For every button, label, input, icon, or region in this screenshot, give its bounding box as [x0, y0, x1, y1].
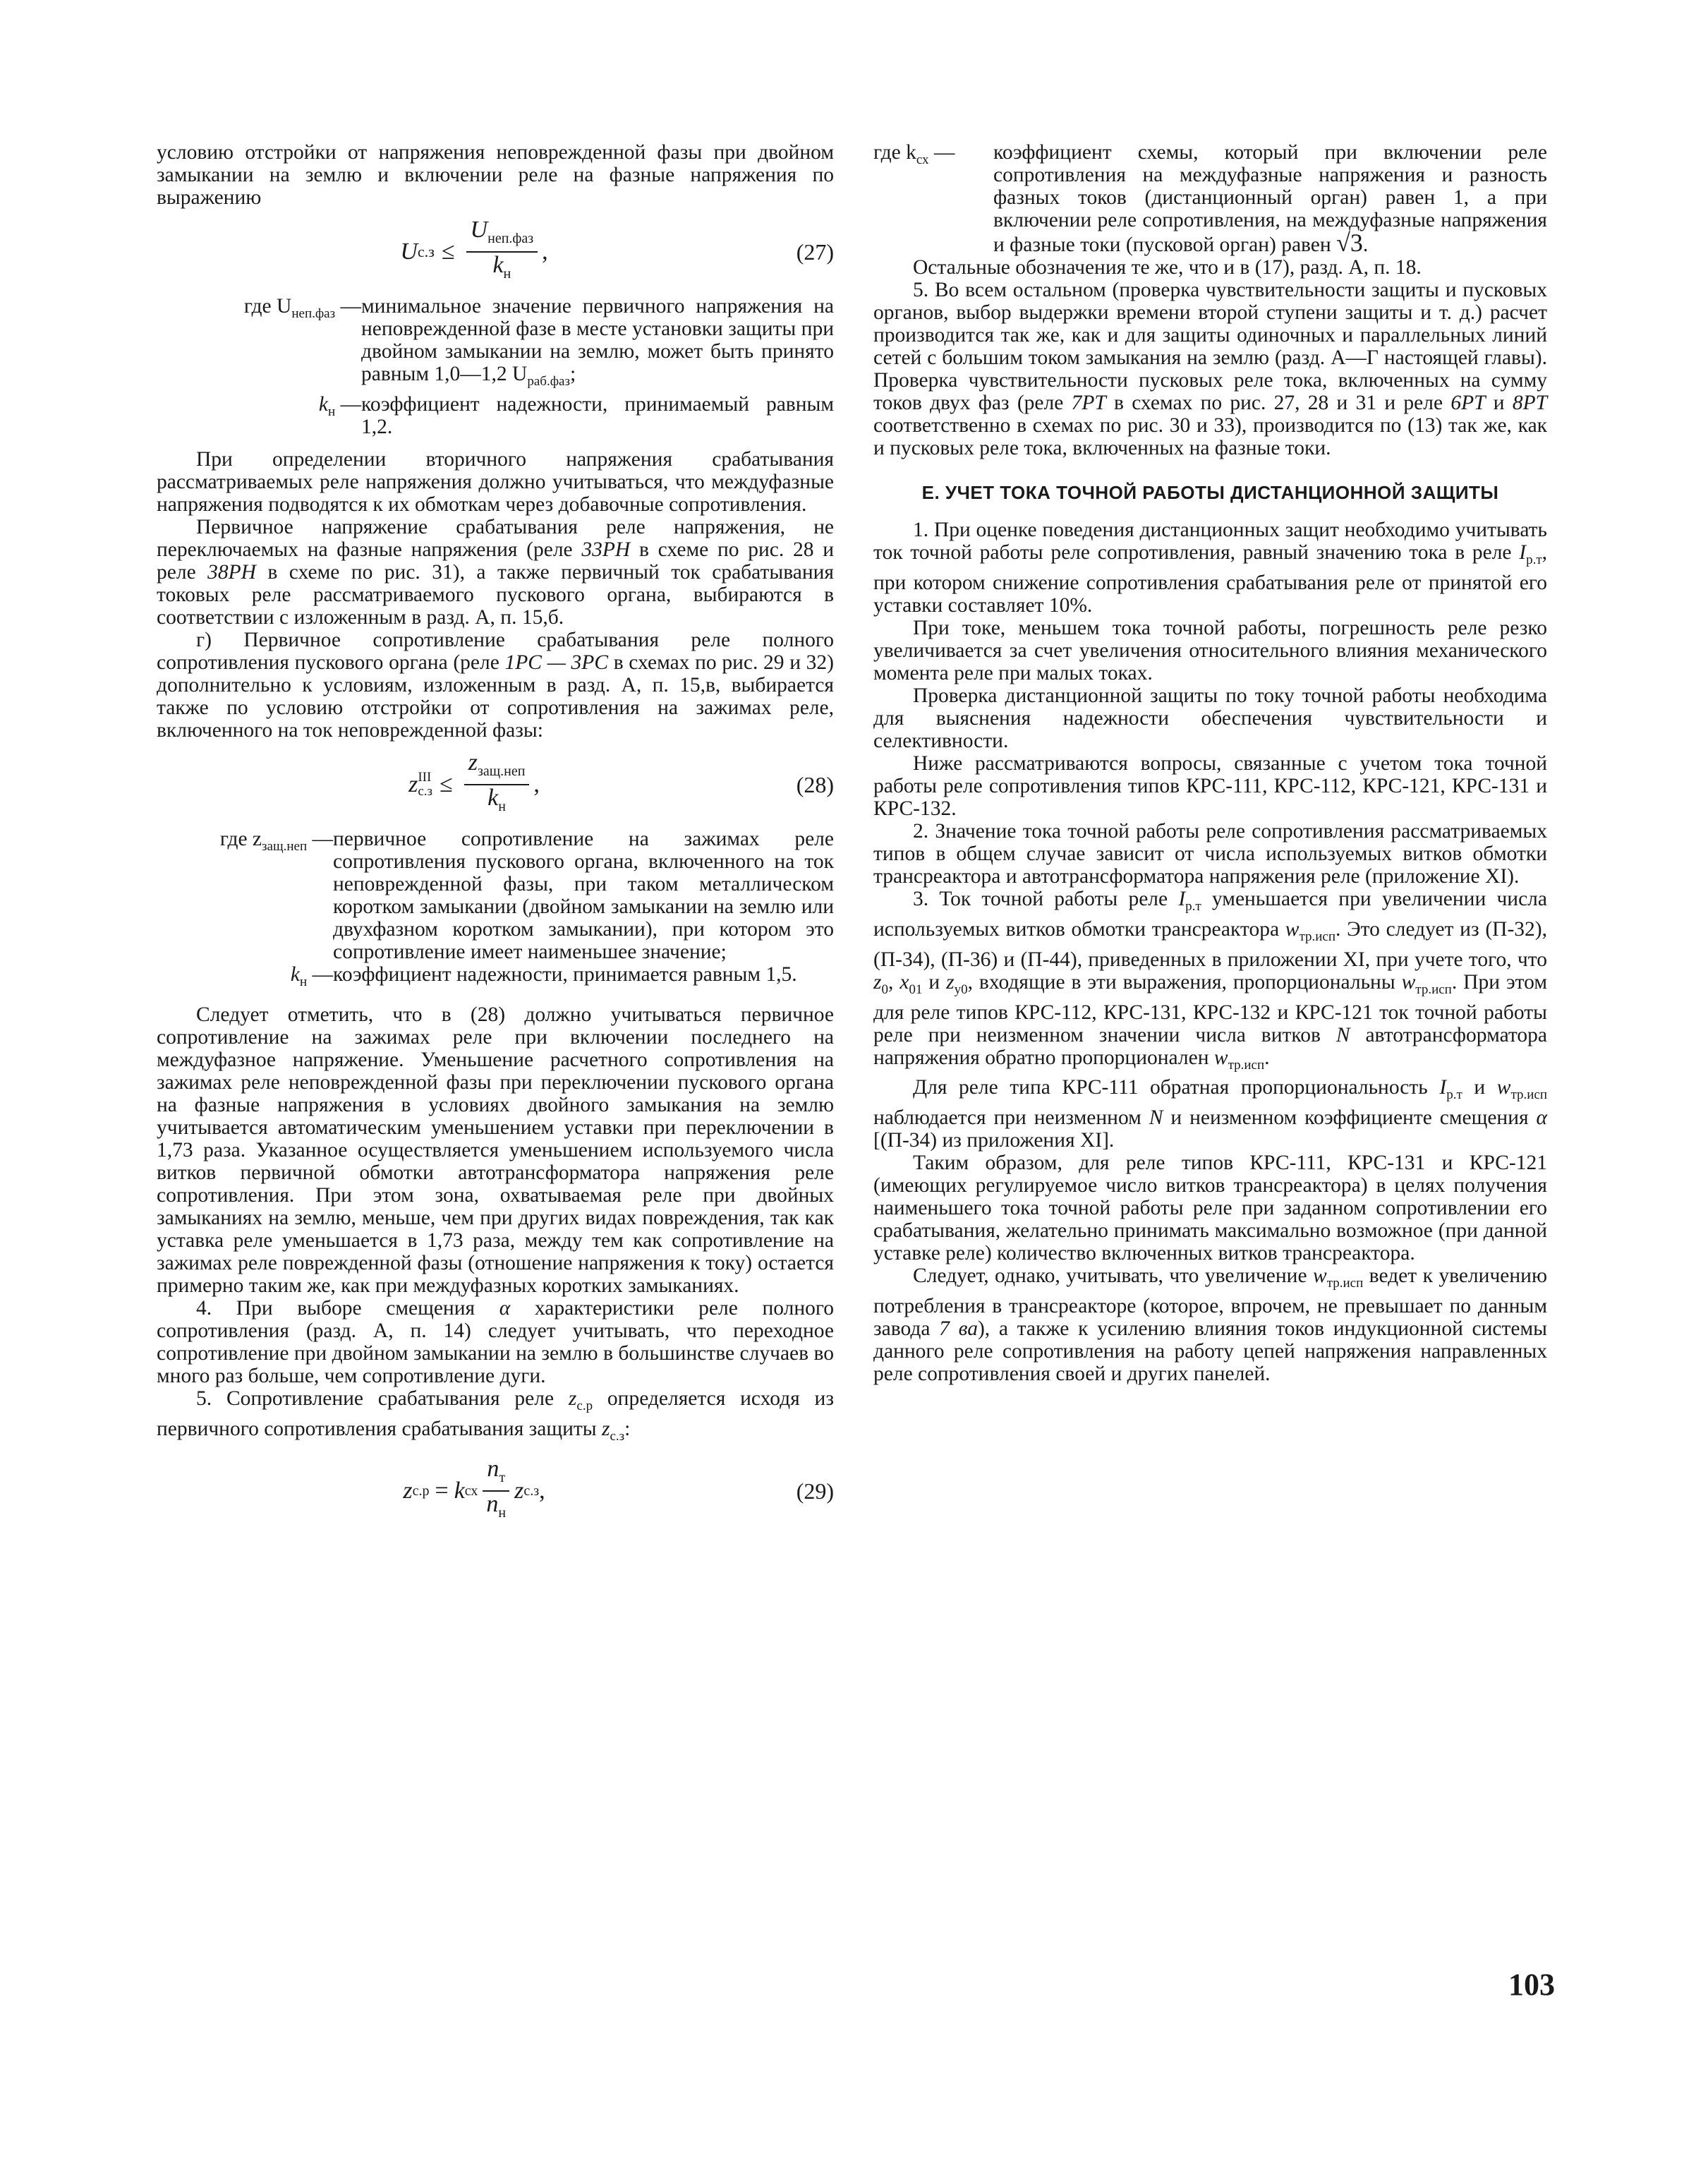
right-column: [873, 141, 1547, 1385]
paragraph: Остальные обозначения те же, что и в (17), разд. А, п. 18.: [913, 256, 1422, 279]
paragraph: условию отстройки от напряжения неповрежденной фазы при двойном замыкании на землю и включении реле на фазные напряжения по выражению: [157, 141, 834, 209]
equation-28: z III с.з ≤ $\frac{z_{защ.неп}}{k_н}$ , (28): [408, 749, 834, 814]
paragraph: При токе, меньшем тока точной работы, погрешность реле резко увеличивается за счет увеличения относительного влияния механического момента реле при малых токах.: [873, 616, 1547, 684]
paragraph: 5. Сопротивление срабатывания реле $z_{с.р}$ определяется исходя из первичного сопротивления срабатывания защиты $z_{с.з}$:: [157, 1387, 834, 1444]
paragraph: При определении вторичного напряжения срабатывания рассматриваемых реле напряжения должно учитываться, что междуфазные напряжения подводятся к их обмоткам через добавочные сопротивления.: [157, 447, 834, 516]
paragraph: 1. При оценке поведения дистанционных защит необходимо учитывать ток точной работы реле сопротивления, равный значению тока в реле $I_{р.т}$, при котором снижение сопротивления срабатывания реле от принятой его уставки составляет 10%.: [873, 519, 1547, 617]
equation-number: (28): [796, 771, 834, 797]
paragraph: Следует отметить, что в (28) должно учитываться первичное сопротивление на зажимах реле при включении последнего на междуфазное напряжение. Уменьшение расчетного сопротивления на зажимах реле неповрежденной фазы при переключении пускового органа на фазные напряжения в условиях двойного замыкания на землю учитывается автоматическим уменьшением уставки при переключении в 1,73 раза. Указанное осуществляется уменьшением используемого числа витков первичной обмотки автотрансформатора напряжения реле сопротивления. При этом зона, охватываемая реле при двойных замыканиях на землю, меньше, чем при других видах повреждения, так как уставка реле уменьшается в 1,73 раза, между тем как сопротивление на зажимах реле поврежденной фазы (отношение напряжения к току) остается примерно таким же, как при междуфазных коротких замыканиях.: [157, 1003, 834, 1297]
definition-item: $k_н$ — коэффициент надежности, принимается равным 1,5.: [290, 962, 797, 989]
section-heading: Е. УЧЕТ ТОКА ТОЧНОЙ РАБОТЫ ДИСТАНЦИОННОЙ ЗАЩИТЫ: [921, 482, 1499, 503]
paragraph: г) Первичное сопротивление срабатывания реле полного сопротивления пускового органа (реле 1РС — 3РС в схемах по рис. 29 и 32) дополнительно к условиям, изложенным в разд. А, п. 15,в, выбирается также по условию отстройки от сопротивления на зажимах реле, включенного на ток неповрежденной фазы:: [157, 628, 835, 742]
left-column: [157, 141, 834, 1534]
paragraph: 5. Во всем остальном (проверка чувствительности защиты и пусковых органов, выбор выдержки времени второй ступени защиты и т. д.) расчет производится так же, как и для защиты одиночных и параллельных линий сетей с большим током замыкания на землю (разд. А—Г настоящей главы). Проверка чувствительности пусковых реле тока, включенных на сумму токов двух фаз (реле 7РТ в схемах по рис. 27, 28 и 31 и реле 6РТ и 8РТ соответственно в схемах по рис. 30 и 33), производится по (13) так же, как и пусковых реле тока, включенных на фазные токи.: [873, 279, 1547, 459]
definitions-27: [157, 295, 834, 438]
paragraph: Таким образом, для реле типов КРС-111, КРС-131 и КРС-121 (имеющих регулируемое число витков трансреактора) в целях получения наименьшего тока точной работы реле при заданном сопротивлении его срабатывания, желательно принимать максимально возможное (при данной уставке реле) количество включенных витков трансреактора.: [873, 1152, 1547, 1265]
definition-item: где $k_{сх}$ — коэффициент схемы, который при включении реле сопротивления на междуфазные напряжения и разность фазных токов (дистанционный орган) равен 1, а при включении реле сопротивления, на междуфазные напряжения и фазные токи (пусковой орган) равен √3.: [873, 141, 1547, 257]
equation-29: z с.р = k сх $\frac{n_т}{n_н}$ z с.з , (29): [403, 1455, 834, 1521]
equation-27: U с.з ≤ $\frac{U_{неп.фаз}}{k_н}$ , (27): [400, 217, 834, 282]
paragraph: Следует, однако, учитывать, что увеличение $w_{тр.исп}$ ведет к увеличению потребления в трансреакторе (которое, впрочем, не превышает по данным завода 7 ва), а также к усилению влияния токов индукционной системы данного реле сопротивления на работу цепей напряжения направленных реле сопротивления своей и других панелей.: [873, 1264, 1547, 1386]
paragraph: Для реле типа КРС-111 обратная пропорциональность $I_{р.т}$ и $w_{тр.исп}$ наблюдается при неизменном N и неизменном коэффициенте смещения α [(П-34) из приложения XI].: [873, 1076, 1548, 1152]
definition-item: $k_н$ — коэффициент надежности, принимаемый равным 1,2.: [318, 392, 834, 438]
paragraph: 4. При выборе смещения α характеристики реле полного сопротивления (разд. А, п. 14) следует учитывать, что переходное сопротивление при двойном замыкании на землю в большинстве случаев во много раз больше, чем сопротивление дуги.: [157, 1296, 834, 1387]
definition-item: где $U_{неп.фаз}$ — минимальное значение первичного напряжения на неповрежденной фазе в месте установки защиты при двойном замыкании на землю, может быть принято равным 1,0—1,2 $U_{раб.фаз}$;: [243, 295, 834, 389]
paragraph: 3. Ток точной работы реле $I_{р.т}$ уменьшается при увеличении числа используемых витков обмотки трансреактора $w_{тр.исп}$. Это следует из (П-32), (П-34), (П-36) и (П-44), приведенных в приложении XI, при учете того, что $z_0$, $x_{01}$ и $z_{у0}$, входящие в эти выражения, пропорциональны $w_{тр.исп}$. При этом для реле типов КРС-112, КРС-131, КРС-132 и КРС-121 ток точной работы реле при неизменном значении числа витков N автотрансформатора напряжения обратно пропорционален $w_{тр.исп}$.: [873, 887, 1547, 1073]
paragraph: Ниже рассматриваются вопросы, связанные с учетом тока точной работы реле сопротивления типов КРС-111, КРС-112, КРС-121, КРС-131 и КРС-132.: [873, 751, 1547, 820]
equation-number: (29): [796, 1478, 834, 1504]
equation-number: (27): [796, 239, 834, 265]
paragraph: Проверка дистанционной защиты по току точной работы необходима для выяснения надежности обеспечения чувствительности и селективности.: [873, 684, 1547, 752]
paragraph: 2. Значение тока точной работы реле сопротивления рассматриваемых типов в общем случае зависит от числа используемых витков обмотки трансреактора и автотрансформатора напряжения реле (приложение XI).: [873, 819, 1547, 888]
definitions-28: [157, 828, 834, 994]
definition-item: где $z_{защ.неп}$ — первичное сопротивление на зажимах реле сопротивления пускового органа, включенного на ток неповрежденной фазы, при таком металлическом коротком замыкании (двойном замыкании на землю или двухфазном коротком замыкании), при котором это сопротивление имеет наименьшее значение;: [219, 827, 834, 963]
page-number: 103: [1508, 1967, 1555, 2002]
paragraph: Первичное напряжение срабатывания реле напряжения, не переключаемых на фазные напряжения (реле 33РН в схеме по рис. 28 и реле 38РН в схеме по рис. 31), а также первичный ток срабатывания токовых реле рассматриваемого пускового органа, выбираются в соответствии с изложенным в разд. А, п. 15,б.: [157, 515, 835, 629]
